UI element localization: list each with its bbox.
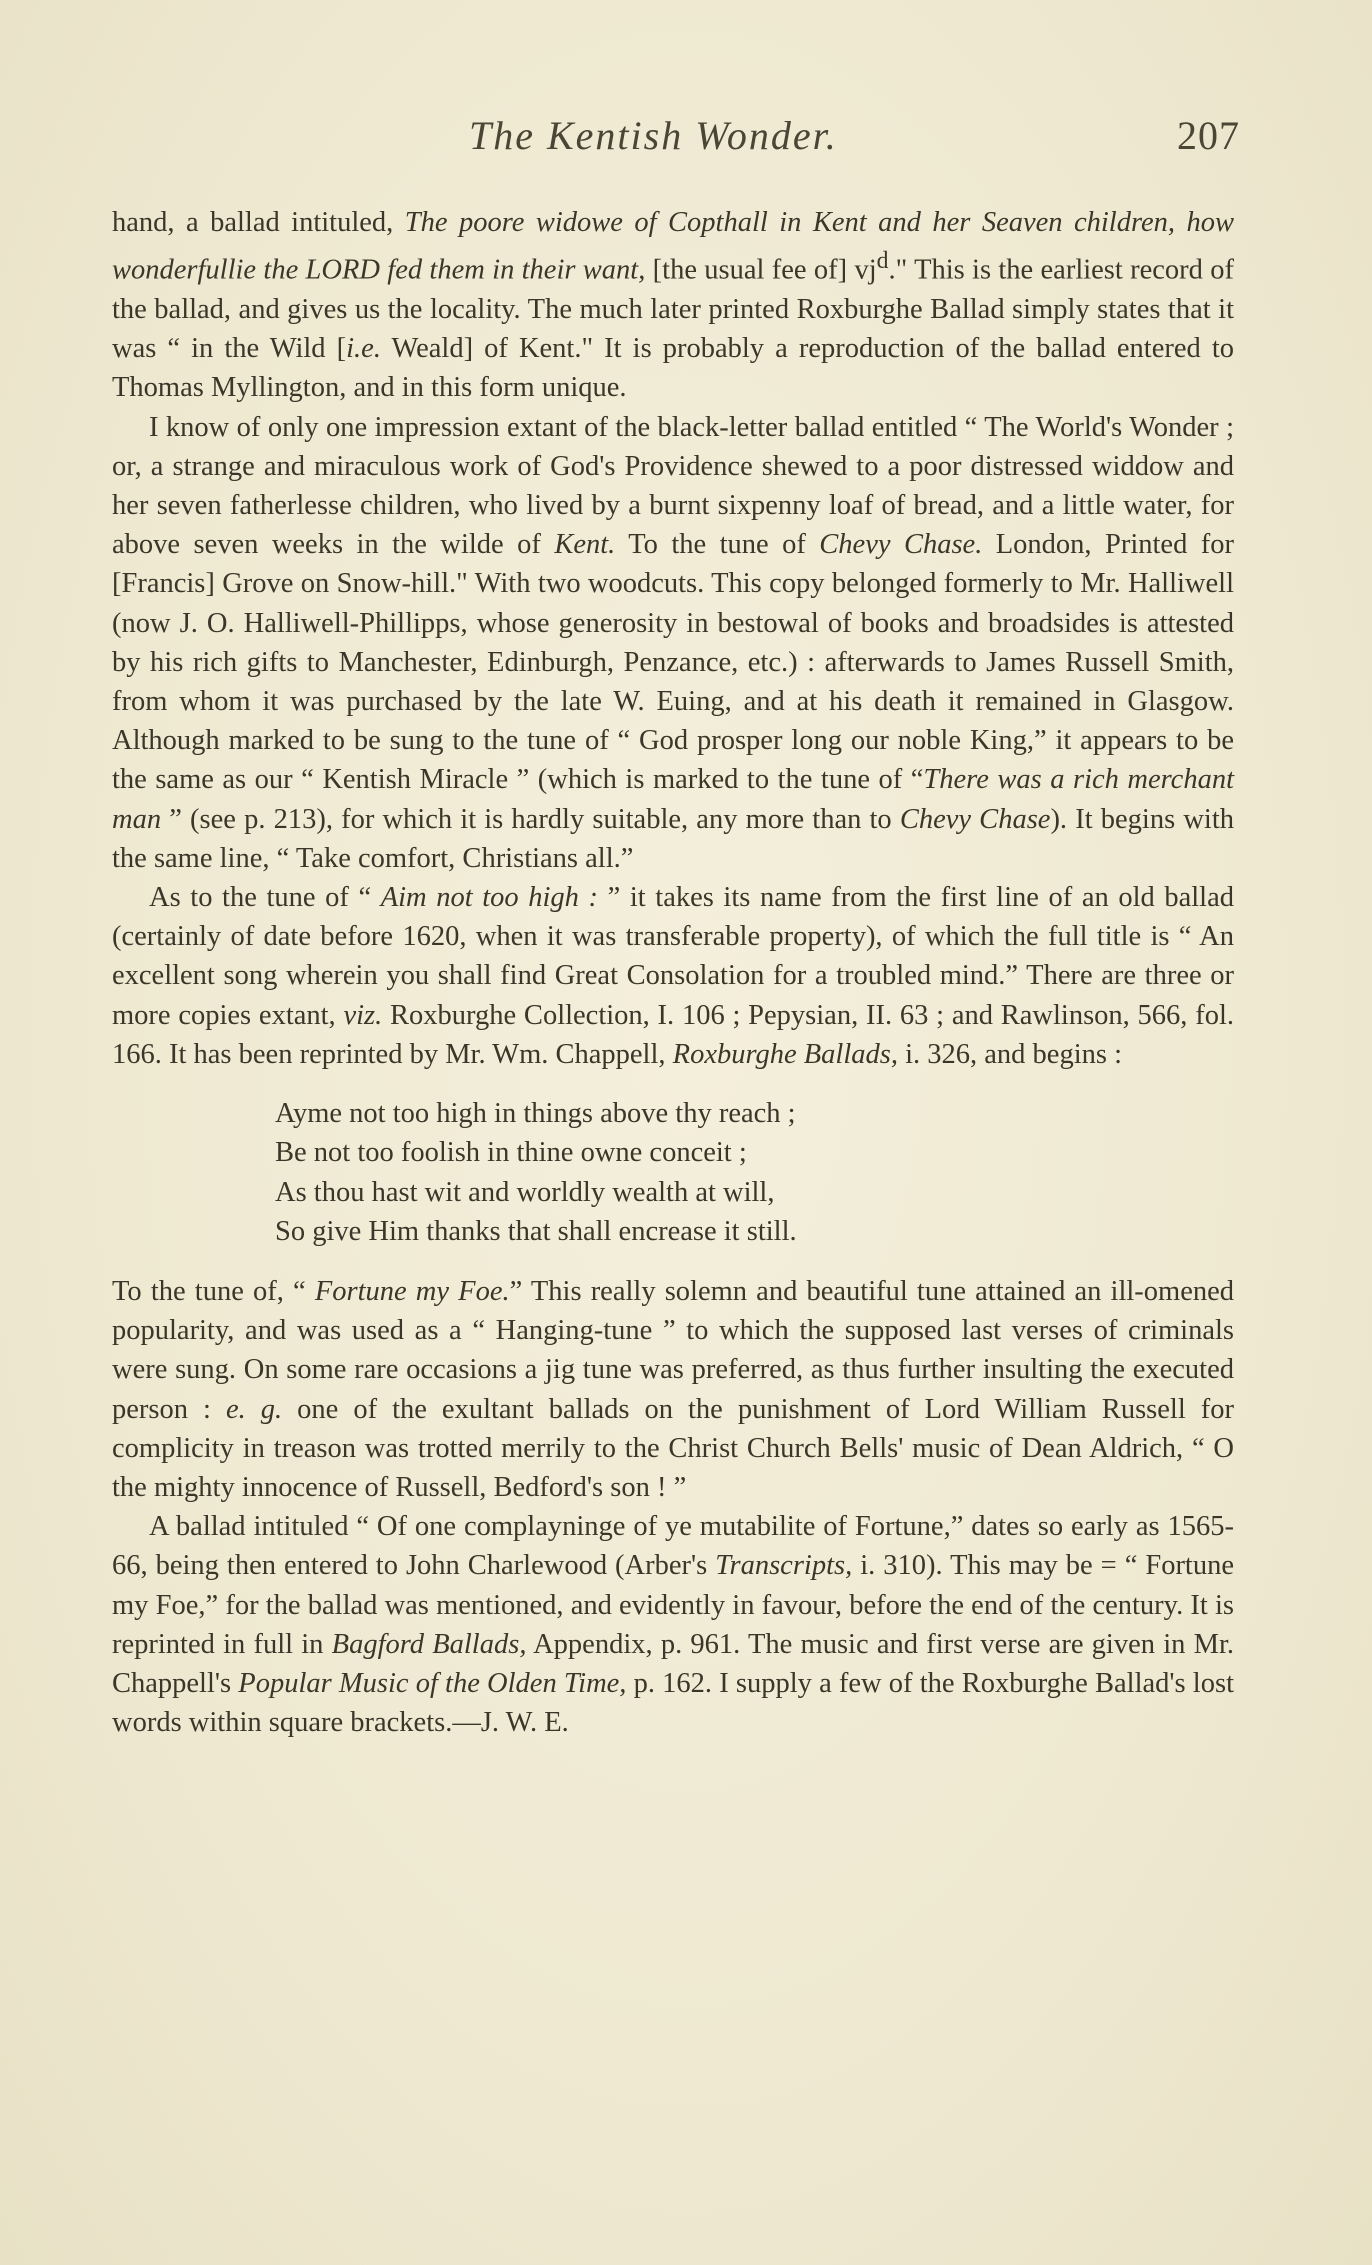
verse-line: Be not too foolish in thine owne conceit ;	[275, 1137, 747, 1169]
text-run: ” (see p. 213), for which it is hardly suitable, any more than to	[161, 803, 900, 835]
italic-text: e. g.	[225, 1393, 283, 1425]
italic-text: Chevy Chase	[899, 803, 1051, 835]
page-number: 207	[1177, 113, 1240, 158]
text-run: [the usual fee of] vj	[645, 254, 877, 286]
text-run: one of the exultant ballads on the punishment of Lord William Russell for complicity in treason was trotted merrily to the Christ Church Bells' music of Dean Aldrich, “ O the mighty innocence of Russell, Bedford's son ! ”	[112, 1393, 1234, 1503]
italic-text: Kent.	[554, 529, 616, 561]
italic-text: There was a rich merchant man	[112, 764, 1234, 835]
italic-text: Popular Music of the Olden Time,	[238, 1668, 627, 1699]
italic-text: The poore widowe of Copthall in Kent and her Seaven children, how wonderfullie the LORD fed them in their want,	[112, 207, 1234, 286]
paragraph-p4	[112, 1272, 1234, 1507]
paragraph-p5	[112, 1507, 1234, 1742]
text-run: Appendix, p. 961. The music and first verse are given in Mr. Chappell's	[112, 1628, 1234, 1699]
paragraphs-after-verse	[112, 1272, 1234, 1742]
text-run: ” This really solemn and beautiful tune attained an ill-omened popularity, and was used as a “ Hanging-tune ” to which the supposed last verses of criminals were sung. On some rare occasions a jig tune was preferred, as thus further insulting the executed person :	[112, 1275, 1234, 1425]
italic-text: i.e.	[346, 333, 381, 365]
italic-text: Fortune my Foe.	[314, 1275, 510, 1307]
page-header	[112, 100, 1240, 160]
italic-text: Roxburghe Ballads,	[672, 1038, 898, 1070]
verse-line: Ayme not too high in things above thy reach ;	[275, 1097, 796, 1129]
text-run: As to the tune of “	[149, 881, 381, 913]
text-run: i. 310). This may be = “ Fortune my Foe,” for the ballad was mentioned, and evidently in favour, before the end of the century. It is reprinted in full in	[112, 1550, 1234, 1660]
italic-text: viz.	[343, 999, 383, 1031]
verse-line: As thou hast wit and worldly wealth at will,	[275, 1176, 775, 1208]
text-run: ). It begins with the same line, “ Take comfort, Christians all.”	[112, 803, 1234, 874]
text-run: Roxburghe Collection, I. 106 ; Pepysian, II. 63 ; and Rawlinson, 566, fol. 166. It has been reprinted by Mr. Wm. Chappell,	[112, 999, 1234, 1070]
italic-text: Aim not too high :	[380, 881, 598, 913]
verse-quotation	[275, 1094, 1234, 1252]
paragraph-p3	[112, 878, 1234, 1074]
superscript-text: d	[876, 248, 889, 275]
italic-text: Transcripts,	[715, 1550, 853, 1582]
verse-line: So give Him thanks that shall encrease it still.	[275, 1216, 797, 1248]
text-run: Weald] of Kent." It is probably a reproduction of the ballad entered to Thomas Myllington, and in this form unique.	[112, 333, 1234, 404]
text-run: To the tune of, “	[112, 1275, 315, 1307]
text-run: i. 326, and begins :	[897, 1038, 1123, 1070]
paragraph-p1	[112, 203, 1234, 408]
text-run: A ballad intituled “ Of one complayninge of ye mutabilite of Fortune,” dates so early as 1565-66, being then entered to John Charlewood (Arber's	[112, 1511, 1234, 1582]
text-run: London, Printed for [Francis] Grove on Snow-hill." With two woodcuts. This copy belonged formerly to Mr. Halliwell (now J. O. Halliwell-Phillipps, whose generosity in bestowal of books and broadsides is attested by his rich gifts to Manchester, Edinburgh, Penzance, etc.) : afterwards to James Russell Smith, from whom it was purchased by the late W. Euing, and at his death it remained in Glasgow. Although marked to be sung to the tune of “ God prosper long our noble King,” it appears to be the same as our “ Kentish Miracle ” (which is marked to the tune of “	[112, 529, 1235, 796]
text-run: I know of only one impression extant of the black-letter ballad entitled “ The World's Wonder ; or, a strange and miraculous work of God's Providence shewed to a poor distressed widdow and her seven fatherlesse children, who lived by a burnt sixpenny loaf of bread, and a little water, for above seven weeks in the wilde of	[112, 411, 1234, 561]
running-title: The Kentish Wonder.	[469, 113, 838, 158]
body-text	[112, 203, 1234, 1742]
italic-text: Bagford Ballads,	[331, 1628, 527, 1660]
text-run: hand, a ballad intituled,	[112, 207, 405, 238]
paragraph-p2	[112, 408, 1234, 878]
italic-text: Chevy Chase.	[819, 529, 983, 561]
text-run: ” it takes its name from the first line of an old ballad (certainly of date before 1620, when it was transferable property), of which the full title is “ An excellent song wherein you shall find Great Consolation for a troubled mind.” There are three or more copies extant,	[112, 881, 1235, 1031]
text-run: p. 162. I supply a few of the Roxburghe Ballad's lost words within square brackets.—J. W. E.	[112, 1668, 1234, 1739]
paragraphs-before-verse	[112, 203, 1234, 1074]
text-run: To the tune of	[615, 529, 820, 561]
text-run: ." This is the earliest record of the ballad, and gives us the locality. The much later printed Roxburghe Ballad simply states that it was “ in the Wild [	[112, 254, 1234, 365]
